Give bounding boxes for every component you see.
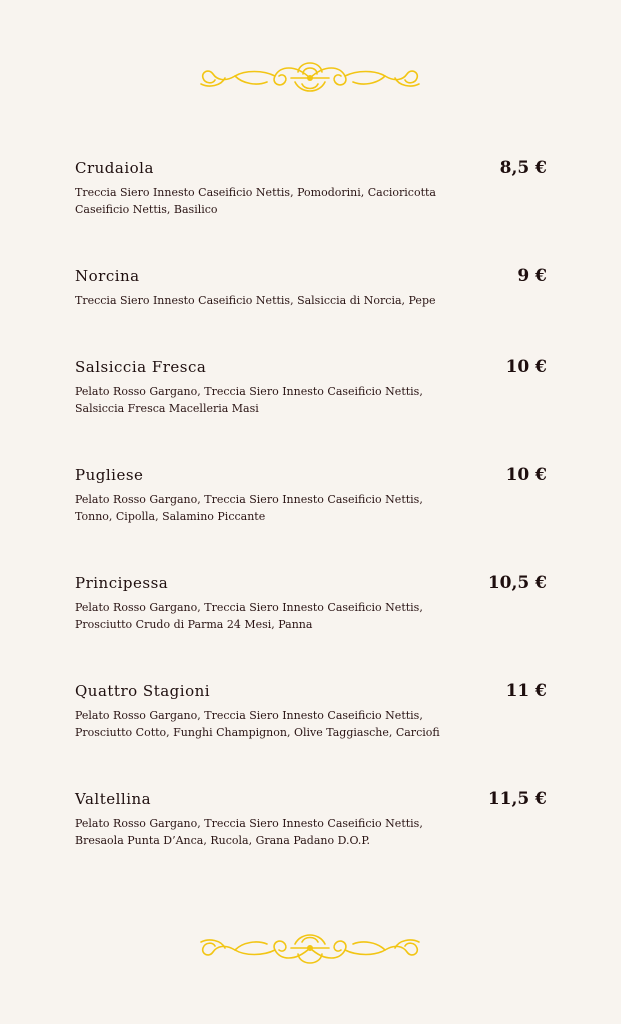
item-name: Quattro Stagioni — [75, 682, 211, 700]
item-description: Pelato Rosso Gargano, Treccia Siero Innesto Caseificio Nettis, Prosciutto Crudo di Parma 24 Mesi, Panna — [75, 601, 423, 631]
menu-item — [75, 158, 547, 266]
item-price: 11,5 € — [487, 789, 547, 809]
item-name: Pugliese — [75, 466, 144, 484]
item-price: 9 € — [517, 266, 547, 286]
menu-item — [75, 266, 547, 357]
menu-item — [75, 357, 547, 465]
item-name: Valtellina — [75, 790, 152, 808]
item-description: Pelato Rosso Gargano, Treccia Siero Innesto Caseificio Nettis, Salsiccia Fresca Macelleria Masi — [75, 385, 423, 415]
menu-item — [75, 789, 547, 897]
item-description: Pelato Rosso Gargano, Treccia Siero Innesto Caseificio Nettis, Bresaola Punta D’Anca, Rucola, Grana Padano D.O.P. — [75, 817, 423, 847]
item-price: 10,5 € — [487, 573, 547, 593]
item-name: Salsiccia Fresca — [75, 358, 207, 376]
item-description: Pelato Rosso Gargano, Treccia Siero Innesto Caseificio Nettis, Prosciutto Cotto, Funghi Champignon, Olive Taggiasche, Carciofi — [75, 709, 440, 739]
item-description: Treccia Siero Innesto Caseificio Nettis, Salsiccia di Norcia, Pepe — [75, 294, 436, 307]
item-price: 10 € — [505, 357, 547, 377]
item-price: 8,5 € — [499, 158, 547, 178]
menu-list — [75, 158, 547, 897]
menu-item — [75, 573, 547, 681]
item-name: Norcina — [75, 267, 140, 285]
item-description: Treccia Siero Innesto Caseificio Nettis, Pomodorini, Cacioricotta Caseificio Nettis, Basilico — [75, 186, 436, 216]
item-description: Pelato Rosso Gargano, Treccia Siero Innesto Caseificio Nettis, Tonno, Cipolla, Salamino Piccante — [75, 493, 423, 523]
menu-item — [75, 465, 547, 573]
menu-item — [75, 681, 547, 789]
item-price: 10 € — [505, 465, 547, 485]
bottom-scroll-ornament-icon — [195, 924, 425, 972]
top-scroll-ornament-icon — [195, 54, 425, 102]
item-name: Crudaiola — [75, 159, 154, 177]
item-price: 11 € — [505, 681, 547, 701]
item-name: Principessa — [75, 574, 169, 592]
